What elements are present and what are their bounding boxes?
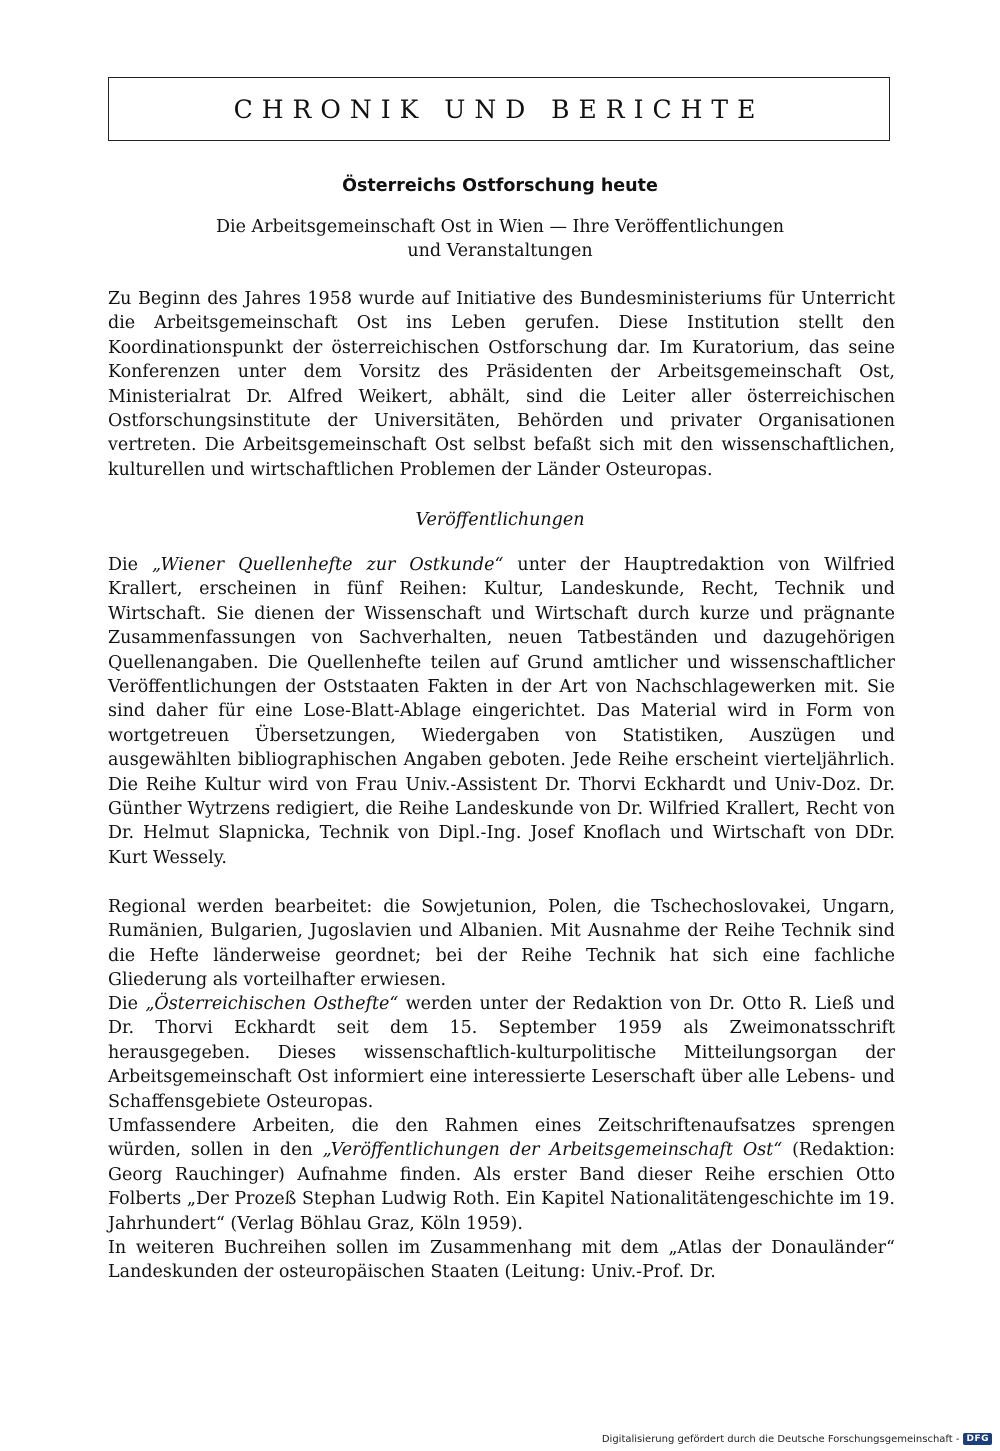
article-title: Österreichs Ostforschung heute bbox=[342, 176, 658, 196]
body-paragraph-4 bbox=[108, 1114, 895, 1236]
digitization-footer bbox=[602, 1433, 992, 1445]
p4-title-italic: „Veröffentlichungen der Arbeitsgemeinschaft Ost“ bbox=[322, 1140, 783, 1161]
p3-body: werden unter der Redaktion von Dr. Otto R. Ließ und Dr. Thorvi Eckhardt seit dem 15. September 1959 als Zweimonatsschrift herausgegeben. Dieses wissenschaftlich-kulturpolitische Mitteilungsorgan der Arbeitsgemeinschaft Ost informiert eine interessierte Leserschaft über alle Lebens- und Schaffensgebiete Osteuropas. bbox=[108, 994, 896, 1112]
body-paragraph-5: In weiteren Buchreihen sollen im Zusammenhang mit dem „Atlas der Donauländer“ Landeskunden der osteuropäischen Staaten (Leitung: Univ.-Prof. Dr. bbox=[108, 1238, 895, 1283]
intro-paragraph: Zu Beginn des Jahres 1958 wurde auf Initiative des Bundesministeriums für Unterricht die Arbeitsgemeinschaft Ost ins Leben gerufen. Diese Institution stellt den Koordinationspunkt der österreichischen Ostforschung dar. Im Kuratorium, das seine Konferenzen unter dem Vorsitz des Präsidenten der Arbeitsgemeinschaft Ost, Ministerialrat Dr. Alfred Weikert, abhält, sind die Leiter aller österreichischen Ostforschungsinstitute der Universitäten, Behörden und privater Organisationen vertreten. Die Arbeitsgemeinschaft Ost selbst befaßt sich mit den wissenschaftlichen, kulturellen und wirtschaftlichen Problemen der Länder Osteuropas. bbox=[108, 289, 895, 480]
p4-body: (Redaktion: Georg Rauchinger) Aufnahme finden. Als erster Band dieser Reihe erschien Otto Folberts „Der Prozeß Stephan Ludwig Roth. Ein Kapitel Nationalitätengeschichte im 19. Jahrhundert“ (Verlag Böhlau Graz, Köln 1959). bbox=[108, 1140, 896, 1234]
article-subtitle-line1: Die Arbeitsgemeinschaft Ost in Wien — Ihre Veröffentlichungen bbox=[215, 217, 785, 237]
p1-prefix: Die bbox=[108, 555, 153, 575]
body-paragraph-2: Regional werden bearbeitet: die Sowjetunion, Polen, die Tschechoslovakei, Ungarn, Rumänien, Bulgarien, Jugoslavien und Albanien. Mit Ausnahme der Reihe Technik sind die Hefte länderweise geordnet; bei der Reihe Technik hat sich eine fachliche Gliederung als vorteilhafter erwiesen. bbox=[108, 897, 895, 991]
p1-body: unter der Hauptredaktion von Wilfried Krallert, erscheinen in fünf Reihen: Kultur, Landeskunde, Recht, Technik und Wirtschaft. Sie dienen der Wissenschaft und Wirtschaft durch kurze und prägnante Zusammenfassungen von Sachverhalten, neuen Tatbeständen und dazugehörigen Quellenangaben. Die Quellenhefte teilen auf Grund amtlicher und wissenschaftlicher Veröffentlichungen der Oststaaten Fakten in der Art von Nachschlagewerken mit. Sie sind daher für eine Lose-Blatt-Ablage eingerichtet. Das Material wird in Form von wortgetreuen Übersetzungen, Wiedergaben von Statistiken, Auszügen und ausgewählten bibliographischen Angaben geboten. Jede Reihe erscheint vierteljährlich. Die Reihe Kultur wird von Frau Univ.-Assistent Dr. Thorvi Eckhardt und Univ-Doz. Dr. Günther Wytrzens redigiert, die Reihe Landeskunde von Dr. Wilfried Krallert, Recht von Dr. Helmut Slapnicka, Technik von Dipl.-Ing. Josef Knoflach und Wirtschaft von DDr. Kurt Wessely. bbox=[108, 555, 895, 868]
p3-title-italic: „Österreichischen Osthefte“ bbox=[145, 994, 399, 1014]
p4-prefix: Umfassendere Arbeiten, die den Rahmen eines Zeitschriftenaufsatzes sprengen würden, sollen in den bbox=[108, 1116, 895, 1161]
p3-prefix: Die bbox=[108, 994, 146, 1014]
body-paragraph-1 bbox=[108, 553, 895, 870]
section-header-box bbox=[108, 77, 890, 141]
article-subtitle bbox=[100, 215, 900, 263]
footer-text: Digitalisierung gefördert durch die Deutsche Forschungsgemeinschaft - bbox=[601, 1433, 960, 1445]
section-heading-publications: Veröffentlichungen bbox=[415, 510, 585, 530]
dfg-logo: DFG bbox=[963, 1433, 992, 1445]
section-header-title: CHRONIK UND BERICHTE bbox=[233, 94, 765, 124]
article-subtitle-line2: und Veranstaltungen bbox=[407, 241, 593, 261]
p1-title-italic: „Wiener Quellenhefte zur Ostkunde“ bbox=[152, 555, 504, 575]
body-paragraph-3 bbox=[108, 992, 895, 1114]
